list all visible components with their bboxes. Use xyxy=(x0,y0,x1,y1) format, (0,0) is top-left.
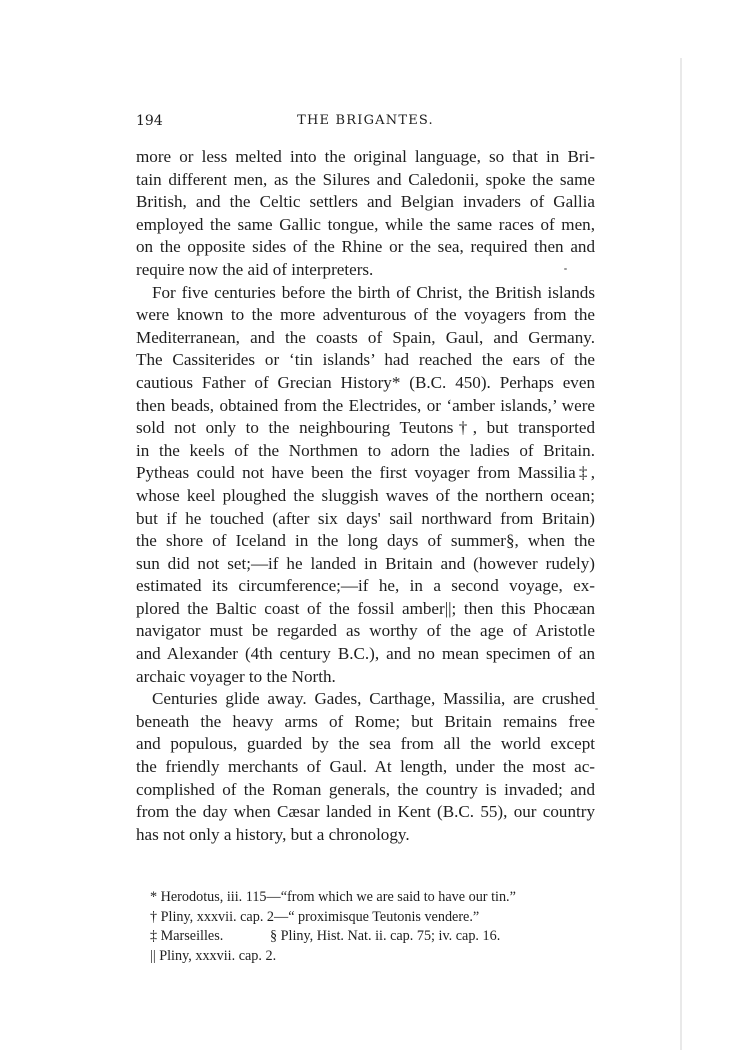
text-line: For five centuries before the birth of Christ, the British islands xyxy=(152,282,595,302)
text-line: archaic voyager to the North. xyxy=(136,666,336,686)
page-number: 194 xyxy=(136,113,163,129)
text-line: were known to the more adventurous of the voyagers from the xyxy=(136,305,595,325)
paragraph xyxy=(136,688,595,846)
scan-speck xyxy=(564,268,567,270)
running-title: THE BRIGANTES. xyxy=(297,113,434,128)
text-line: Pytheas could not have been the first voyager from Massilia‡, xyxy=(136,463,595,483)
text-line: has not only a history, but a chronology. xyxy=(136,824,410,844)
text-line: but if he touched (after six days' sail northward from Britain) xyxy=(136,508,595,528)
text-line: complished of the Roman generals, the country is invaded; and xyxy=(136,779,595,799)
text-line: more or less melted into the original language, so that in Bri- xyxy=(136,147,595,166)
text-line: navigator must be regarded as worthy of the age of Aristotle xyxy=(136,621,595,641)
text-line: British, and the Celtic settlers and Belgian invaders of Gallia xyxy=(136,192,595,212)
text-line: the shore of Iceland in the long days of summer§, when the xyxy=(136,531,595,551)
text-line: from the day when Cæsar landed in Kent (B.C. 55), our country xyxy=(136,802,595,822)
text-line: cautious Father of Grecian History* (B.C. 450). Perhaps even xyxy=(136,372,595,392)
paragraph xyxy=(136,146,595,282)
footnote: † Pliny, xxxvii. cap. 2—“ proximisque Teutonis vendere.” xyxy=(150,908,480,925)
scan-speck xyxy=(595,708,598,710)
text-line: on the opposite sides of the Rhine or the sea, required then and xyxy=(136,237,595,257)
text-line: Mediterranean, and the coasts of Spain, Gaul, and Germany. xyxy=(136,327,595,347)
text-line: in the keels of the Northmen to adorn the ladies of Britain. xyxy=(136,440,595,460)
text-line: whose keel ploughed the sluggish waves of the northern ocean; xyxy=(136,485,595,505)
text-line: tain different men, as the Silures and Caledonii, spoke the same xyxy=(136,169,595,189)
text-line: sold not only to the neighbouring Teutons†, but transported xyxy=(136,418,595,438)
text-line: sun did not set;—if he landed in Britain and (however rudely) xyxy=(136,553,595,573)
text-line: The Cassiterides or ‘tin islands’ had reached the ears of the xyxy=(136,350,595,370)
text-line: plored the Baltic coast of the fossil amber||; then this Phocæan xyxy=(136,598,595,618)
text-line: and Alexander (4th century B.C.), and no mean specimen of an xyxy=(136,644,595,664)
footnote: ‡ Marseilles. xyxy=(150,928,224,945)
footnote: * Herodotus, iii. 115—“from which we are said to have our tin.” xyxy=(150,889,516,905)
text-line: then beads, obtained from the Electrides, or ‘amber islands,’ were xyxy=(136,395,595,415)
text-line: and populous, guarded by the sea from all the world except xyxy=(136,734,595,754)
footnote-row xyxy=(150,927,580,947)
page-header xyxy=(136,113,595,133)
text-line: require now the aid of interpreters. xyxy=(136,259,374,279)
text-line: estimated its circumference;—if he, in a second voyage, ex- xyxy=(136,576,595,596)
footnote: § Pliny, Hist. Nat. ii. cap. 75; iv. cap. 16. xyxy=(270,928,501,945)
footnotes xyxy=(150,888,580,966)
paragraph xyxy=(136,282,595,689)
text-line: beneath the heavy arms of Rome; but Britain remains free xyxy=(136,711,595,731)
text-line: the friendly merchants of Gaul. At length, under the most ac- xyxy=(136,757,595,777)
body-text xyxy=(136,146,595,846)
footnote: || Pliny, xxxvii. cap. 2. xyxy=(150,947,277,964)
text-line: Centuries glide away. Gades, Carthage, Massilia, are crushed xyxy=(152,689,595,709)
text-line: employed the same Gallic tongue, while the same races of men, xyxy=(136,214,595,234)
